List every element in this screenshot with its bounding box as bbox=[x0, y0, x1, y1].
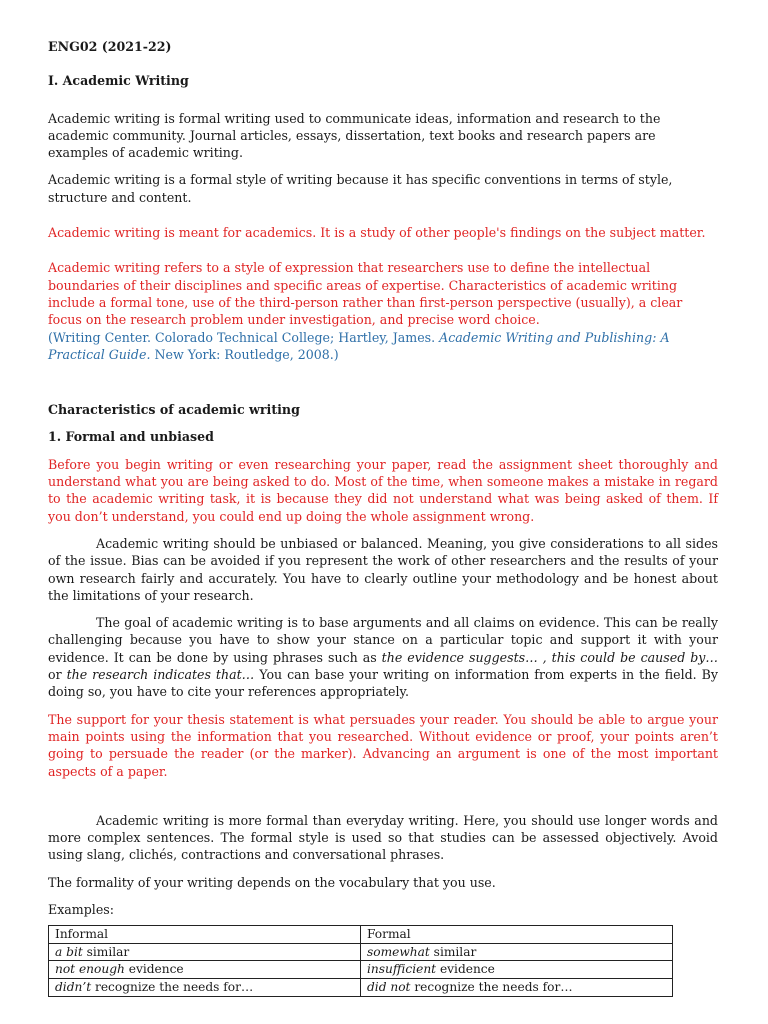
examples-table bbox=[48, 925, 673, 996]
formal-cell bbox=[361, 961, 673, 979]
informal-cell bbox=[49, 961, 361, 979]
intro-paragraph-1: Academic writing is formal writing used to communicate ideas, information and research to the academic community. Journal articles, essays, dissertation, text books and research papers are examples of academic writing. bbox=[48, 110, 661, 161]
table-header-row bbox=[49, 926, 673, 944]
informal-cell bbox=[49, 943, 361, 961]
table-row bbox=[49, 943, 673, 961]
informal-rest: similar bbox=[82, 944, 130, 959]
highlight-paragraph-1: Academic writing is meant for academics. It is a study of other people's findings on the subject matter. bbox=[48, 225, 706, 241]
table-row bbox=[49, 979, 673, 997]
header-formal: Formal bbox=[361, 926, 673, 944]
citation-pre: (Writing Center. Colorado Technical College; Hartley, James. bbox=[48, 329, 440, 345]
evidence-paragraph bbox=[48, 614, 718, 700]
characteristics-heading: Characteristics of academic writing bbox=[48, 402, 300, 418]
citation bbox=[48, 329, 718, 364]
subheading-formal-unbiased: 1. Formal and unbiased bbox=[48, 429, 214, 445]
citation-book-title: Academic Writing and Publishing: A Practical Guide. bbox=[48, 329, 670, 362]
formality-paragraph: Academic writing is more formal than everyday writing. Here, you should use longer words and more complex sentences. The formal style is used so that studies can be assessed objectively. Avoid using slang, clichés, contractions and conversational phrases. bbox=[48, 812, 718, 863]
evidence-phrase-1: the evidence suggests… , this could be caused by… bbox=[381, 649, 719, 665]
highlight-paragraph-3: Before you begin writing or even researching your paper, read the assignment sheet thoroughly and understand what you are being asked to do. Most of the time, when someone makes a mistake in regard to the academic writing task, it is because they did not understand what was being asked of them. If you don’t understand, you could end up doing the whole assignment wrong. bbox=[48, 456, 718, 524]
formal-rest: similar bbox=[429, 944, 477, 959]
informal-cell bbox=[49, 979, 361, 997]
vocabulary-paragraph: The formality of your writing depends on the vocabulary that you use. bbox=[48, 874, 496, 890]
intro-paragraph-2: Academic writing is a formal style of writing because it has specific conventions in terms of style, structure and content. bbox=[48, 172, 673, 205]
section-title: I. Academic Writing bbox=[48, 73, 189, 89]
evidence-text-1: The goal of academic writing is to base arguments and all claims on evidence. This can be really challenging because you have to show your stance on a particular topic and support it with your evidence. It can be done by using phrases such as bbox=[48, 615, 718, 665]
table-row bbox=[49, 961, 673, 979]
formal-emphasis: somewhat bbox=[367, 944, 430, 959]
header-informal: Informal bbox=[49, 926, 361, 944]
formal-emphasis: insufficient bbox=[367, 962, 437, 977]
informal-emphasis: not enough bbox=[55, 962, 125, 977]
formal-cell bbox=[361, 979, 673, 997]
highlight-paragraph-4: The support for your thesis statement is what persuades your reader. You should be able to argue your main points using the information that you researched. Without evidence or proof, your points aren’t going to persuade the reader (or the marker). Advancing an argument is one of the most important aspects of a paper. bbox=[48, 711, 718, 779]
informal-rest: recognize the needs for… bbox=[91, 980, 254, 995]
evidence-phrase-2: the research indicates that… bbox=[66, 667, 255, 683]
evidence-or: or bbox=[48, 667, 67, 683]
formal-rest: evidence bbox=[436, 962, 495, 977]
evidence-text-2: You can base your writing on information from experts in the field. By doing so, you have to cite your references appropriately. bbox=[48, 667, 718, 700]
highlight-paragraph-2: Academic writing refers to a style of expression that researchers use to define the intellectual boundaries of their disciplines and specific areas of expertise. Characteristics of academic writing include a formal tone, use of the third-person rather than first-person perspective (usually), a clear focus on the research problem under investigation, and precise word choice. bbox=[48, 260, 683, 328]
unbiased-paragraph: Academic writing should be unbiased or balanced. Meaning, you give considerations to all sides of the issue. Bias can be avoided if you represent the work of other researchers and the results of your own research fairly and accurately. You have to clearly outline your methodology and be honest about the limitations of your research. bbox=[48, 535, 718, 603]
formal-emphasis: did not bbox=[367, 980, 411, 995]
informal-emphasis: didn’t bbox=[55, 980, 92, 995]
informal-rest: evidence bbox=[124, 962, 184, 977]
document-page bbox=[48, 38, 718, 997]
informal-emphasis: a bit bbox=[55, 944, 83, 959]
formal-rest: recognize the needs for… bbox=[410, 980, 573, 995]
examples-label: Examples: bbox=[48, 901, 114, 917]
course-code: ENG02 (2021-22) bbox=[48, 39, 172, 54]
formal-cell bbox=[361, 943, 673, 961]
citation-post: New York: Routledge, 2008.) bbox=[150, 346, 339, 362]
